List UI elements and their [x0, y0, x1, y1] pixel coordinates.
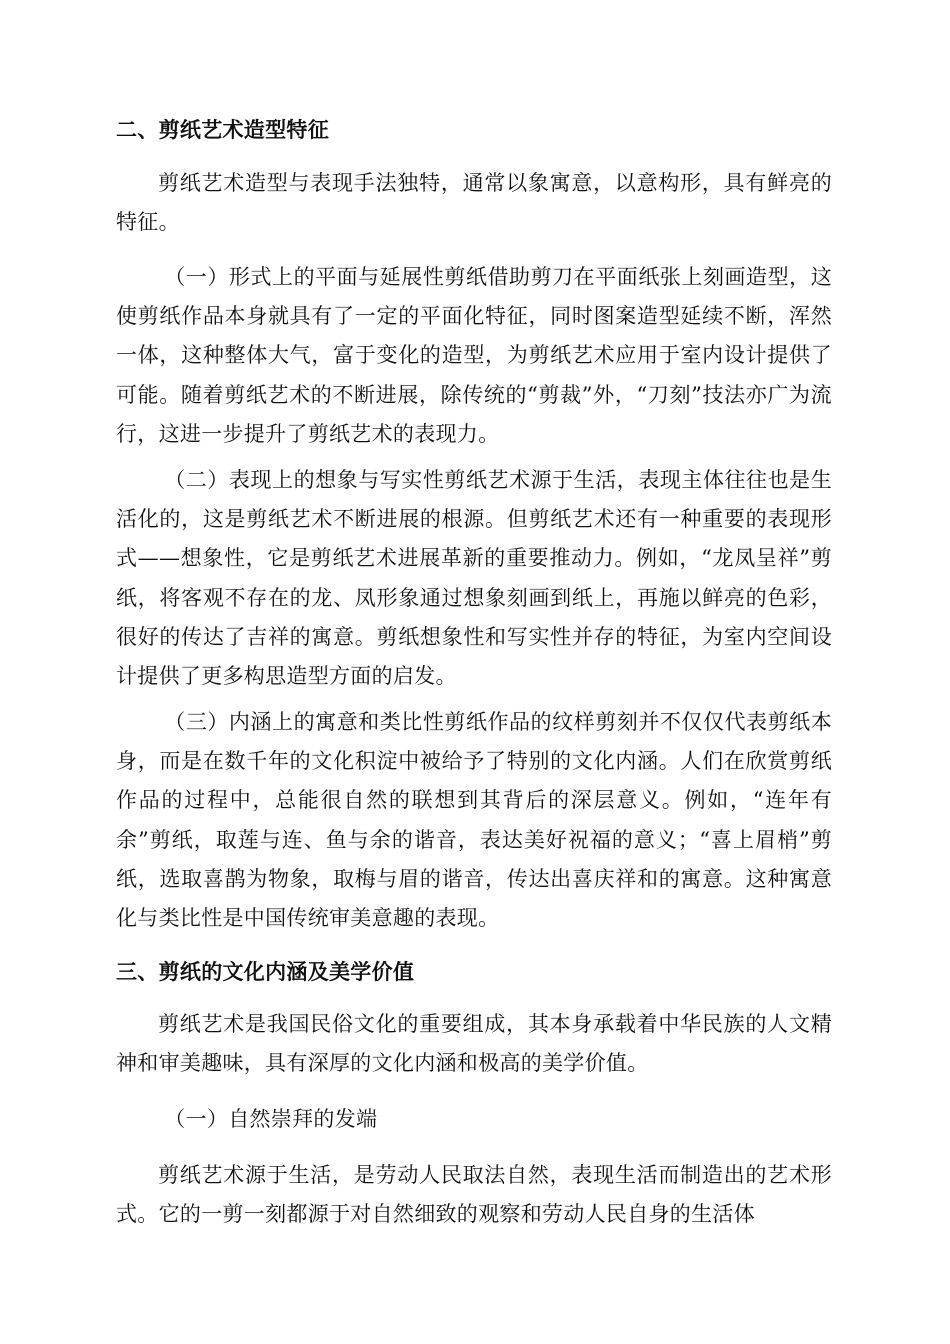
section-2-point-1-paragraph: （一）形式上的平面与延展性剪纸借助剪刀在平面纸张上刻画造型，这使剪纸作品本身就具有了一定的平面化特征，同时图案造型延续不断，浑然一体，这种整体大气，富于变化的造型，为剪纸艺术应用于室内设计提供了可能。随着剪纸艺术的不断进展，除传统的“剪裁”外，“刀刻”技法亦广为流行，这进一步提升了剪纸艺术的表现力。: [116, 265, 832, 446]
section-2-intro-paragraph: 剪纸艺术造型与表现手法独特，通常以象寓意，以意构形，具有鲜亮的特征。: [116, 171, 832, 235]
section-heading-3: 三、剪纸的文化内涵及美学价值: [116, 960, 415, 984]
section-3-sub-1-paragraph: 剪纸艺术源于生活，是劳动人民取法自然，表现生活而制造出的艺术形式。它的一剪一刻都源于对自然细致的观察和劳动人民自身的生活体: [116, 1163, 832, 1227]
section-heading-2: 二、剪纸艺术造型特征: [116, 118, 329, 142]
section-3-intro-paragraph: 剪纸艺术是我国民俗文化的重要组成，其本身承载着中华民族的人文精神和审美趣味，具有深厚的文化内涵和极高的美学价值。: [116, 1012, 832, 1076]
section-2-point-3-paragraph: （三）内涵上的寓意和类比性剪纸作品的纹样剪刻并不仅仅代表剪纸本身，而是在数千年的文化积淀中被给予了特别的文化内涵。人们在欣赏剪纸作品的过程中，总能很自然的联想到其背后的深层意义。例如，“连年有余”剪纸，取莲与连、鱼与余的谐音，表达美好祝福的意义；“喜上眉梢”剪纸，选取喜鹊为物象，取梅与眉的谐音，传达出喜庆祥和的寓意。这种寓意化与类比性是中国传统审美意趣的表现。: [116, 710, 832, 931]
section-3-subheading-1: （一）自然崇拜的发端: [164, 1107, 378, 1131]
section-2-point-2-paragraph: （二）表现上的想象与写实性剪纸艺术源于生活，表现主体往往也是生活化的，这是剪纸艺术不断进展的根源。但剪纸艺术还有一种重要的表现形式——想象性，它是剪纸艺术进展革新的重要推动力。例如，“龙凤呈祥”剪纸，将客观不存在的龙、凤形象通过想象刻画到纸上，再施以鲜亮的色彩，很好的传达了吉祥的寓意。剪纸想象性和写实性并存的特征，为室内空间设计提供了更多构思造型方面的启发。: [116, 468, 832, 689]
